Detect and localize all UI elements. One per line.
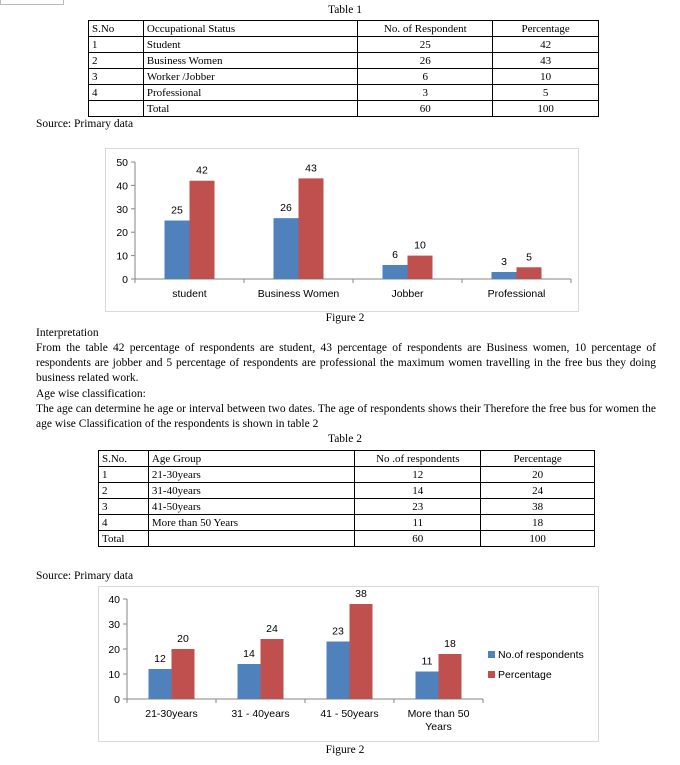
age-chart-svg (99, 587, 598, 741)
table-header-cell: Occupational Status (143, 21, 358, 37)
figure2-caption: Figure 2 (325, 744, 365, 756)
bar-data-label: 24 (266, 623, 278, 635)
bar-data-label: 5 (526, 251, 532, 264)
table-cell: Total (143, 101, 358, 117)
source-note-2: Source: Primary data (36, 570, 134, 582)
table-cell (148, 531, 354, 547)
legend-label: Percentage (498, 669, 552, 681)
table-header-cell: Percentage (493, 21, 599, 37)
bar-data-label: 43 (305, 162, 317, 175)
source-note-1: Source: Primary data (36, 118, 134, 130)
x-category-label: Jobber (391, 288, 424, 300)
x-category-label: Business Women (257, 288, 340, 300)
x-category-label: 41 - 50years (320, 708, 379, 720)
table-cell: 3 (99, 499, 149, 515)
bar-data-label: 38 (355, 588, 367, 600)
bar-blue (327, 642, 350, 700)
bar-red (439, 654, 462, 699)
y-tick-label: 40 (116, 180, 128, 193)
occupation-chart-svg (106, 149, 578, 311)
table-cell: 3 (358, 85, 493, 101)
table-cell: 1 (99, 467, 149, 483)
table-cell: More than 50 Years (148, 515, 354, 531)
legend-label: No.of respondents (498, 649, 584, 661)
occupational-status-table (88, 20, 599, 117)
y-tick-label: 40 (108, 594, 120, 606)
table-header-cell: Percentage (481, 451, 595, 467)
page-corner-frame (0, 0, 64, 5)
table-cell: 18 (481, 515, 595, 531)
table-cell: Business Women (143, 53, 358, 69)
bar-red (350, 604, 373, 699)
age-section-body: The age can determine he age or interval between two dates. The age of respondents shows their Therefore the free bus for women the age wise Classification of the respondents is shown in table 2 (36, 403, 656, 430)
bar-blue (274, 218, 299, 279)
y-tick-label: 0 (122, 274, 128, 286)
table-cell: 23 (355, 499, 481, 515)
legend-swatch (488, 671, 495, 678)
bar-data-label: 18 (444, 638, 456, 650)
bar-data-label: 3 (501, 255, 507, 268)
table-cell: 31-40years (148, 483, 354, 499)
table-cell: 4 (99, 515, 149, 531)
table-cell: 20 (481, 467, 595, 483)
bar-blue (149, 669, 172, 699)
table-header-cell: No .of respondents (355, 451, 481, 467)
x-category-label: 31 - 40years (231, 708, 290, 720)
table-cell: 4 (89, 85, 144, 101)
y-tick-label: 20 (116, 227, 128, 240)
y-tick-label: 10 (108, 669, 120, 681)
table-cell: Total (99, 531, 149, 547)
table-cell: 12 (355, 467, 481, 483)
table2-caption: Table 2 (327, 433, 362, 445)
table-row (99, 499, 595, 515)
table-cell: 26 (358, 53, 493, 69)
bar-blue (165, 221, 190, 280)
table-cell: 14 (355, 483, 481, 499)
table-header-cell: Age Group (148, 451, 354, 467)
bar-red (517, 267, 542, 279)
table-cell: 38 (481, 499, 595, 515)
table-cell: 3 (89, 69, 144, 85)
table-header-cell: S.No. (99, 451, 149, 467)
bar-red (261, 639, 284, 699)
x-category-label: More than 50 Years (407, 708, 470, 733)
table-cell: 21-30years (148, 467, 354, 483)
interpretation-heading: Interpretation (36, 327, 99, 339)
table-cell: 2 (99, 483, 149, 499)
table-cell: 42 (493, 37, 599, 53)
table-row (99, 467, 595, 483)
table1-caption: Table 1 (327, 4, 362, 16)
table-cell: 60 (355, 531, 481, 547)
bar-data-label: 23 (332, 625, 344, 638)
occupation-bar-chart (105, 148, 579, 312)
table-cell: 11 (355, 515, 481, 531)
interpretation-body: From the table 42 percentage of respondents are student, 43 percentage of respondents are Business women, 10 percentage of respondents are jobber and 5 percentage of respondents are professional the maximum women travelling in the free bus they doing business related work. (36, 342, 656, 384)
figure1-caption: Figure 2 (325, 312, 365, 324)
table-cell: 100 (493, 101, 599, 117)
table-cell: 10 (493, 69, 599, 85)
table-cell (89, 101, 144, 117)
table-header-cell: S.No (89, 21, 144, 37)
table-header-row (89, 21, 599, 37)
bar-red (299, 178, 324, 279)
table-row (89, 53, 599, 69)
bar-data-label: 12 (154, 653, 166, 665)
bar-blue (238, 664, 261, 699)
table-cell: 1 (89, 37, 144, 53)
bar-blue (492, 272, 517, 279)
bar-data-label: 11 (421, 655, 433, 668)
table-header-row (99, 451, 595, 467)
age-group-bar-chart (98, 586, 599, 742)
table-cell: 24 (481, 483, 595, 499)
bar-red (172, 649, 195, 699)
table-cell: Student (143, 37, 358, 53)
y-tick-label: 10 (116, 250, 128, 263)
table-header-cell: No. of Respondent (358, 21, 493, 37)
bar-red (190, 181, 215, 279)
y-tick-label: 50 (116, 157, 128, 169)
age-section-heading: Age wise classification: (36, 388, 146, 400)
table-cell: 60 (358, 101, 493, 117)
table-row (89, 69, 599, 85)
table-cell: 2 (89, 53, 144, 69)
age-group-table (98, 450, 595, 547)
x-category-label: 21-30years (145, 708, 198, 720)
table-cell: 41-50years (148, 499, 354, 515)
bar-data-label: 20 (177, 633, 189, 645)
bar-data-label: 25 (171, 204, 183, 217)
bar-blue (416, 672, 439, 700)
bar-blue (383, 265, 408, 279)
bar-data-label: 42 (196, 164, 208, 177)
bar-data-label: 14 (243, 648, 255, 660)
table-row (99, 515, 595, 531)
y-tick-label: 30 (108, 619, 120, 631)
bar-red (408, 256, 433, 279)
table-cell: Professional (143, 85, 358, 101)
bar-data-label: 10 (414, 239, 426, 252)
table-cell: 100 (481, 531, 595, 547)
table-row (99, 483, 595, 499)
y-tick-label: 20 (108, 644, 120, 656)
bar-data-label: 6 (392, 248, 398, 261)
bar-data-label: 26 (280, 202, 292, 215)
y-tick-label: 30 (116, 203, 128, 216)
legend-swatch (488, 651, 495, 658)
x-category-label: Professional (487, 288, 546, 300)
table-cell: 43 (493, 53, 599, 69)
table-cell: 25 (358, 37, 493, 53)
x-category-label: student (172, 288, 207, 300)
table-cell: 5 (493, 85, 599, 101)
table-cell: 6 (358, 69, 493, 85)
y-tick-label: 0 (114, 694, 120, 706)
table-row (89, 37, 599, 53)
table-row (89, 101, 599, 117)
table-cell: Worker /Jobber (143, 69, 358, 85)
table-row (99, 531, 595, 547)
table-row (89, 85, 599, 101)
